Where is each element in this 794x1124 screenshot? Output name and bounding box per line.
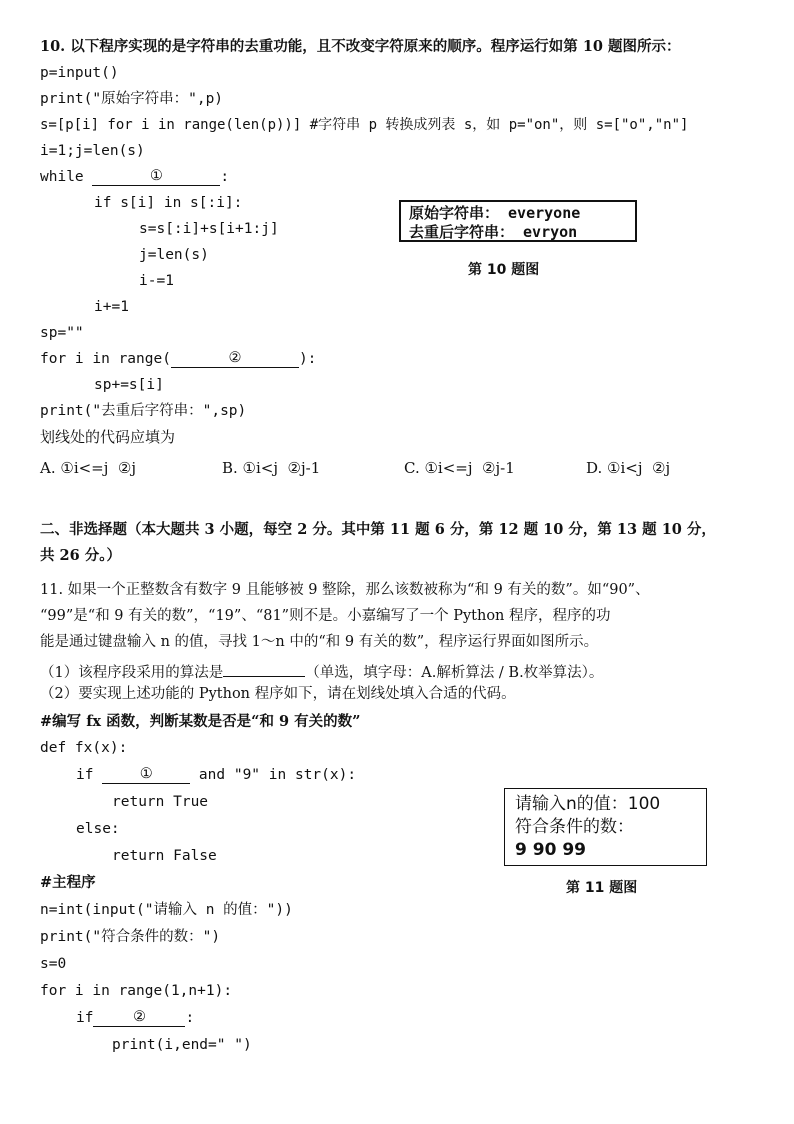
option-b[interactable]: B. ①i<j ②j-1 — [222, 459, 321, 477]
answer-blank-1[interactable]: ① — [92, 167, 220, 186]
code-line: if s[i] in s[:i]: — [94, 195, 243, 211]
q10-figure-caption: 第 10 题图 — [468, 262, 540, 278]
code-line: s=0 — [40, 956, 67, 972]
q10-stem: 10. 以下程序实现的是字符串的去重功能，且不改变字符原来的顺序。程序运行如第 10 题图所示： — [40, 38, 681, 55]
option-a[interactable]: A. ①i<=j ②j — [40, 459, 137, 477]
code-line: i-=1 — [139, 273, 174, 289]
code-line: print("符合条件的数：") — [40, 929, 221, 945]
code-line: else: — [76, 821, 120, 837]
code-line: print("原始字符串：",p) — [40, 91, 224, 107]
answer-blank-q11-2[interactable]: ② — [93, 1008, 185, 1027]
code-line: for i in range(1,n+1): — [40, 983, 233, 999]
code-line: s=s[:i]+s[i+1:j] — [139, 221, 279, 237]
q11-stem-line: 11. 如果一个正整数含有数字 9 且能够被 9 整除，那么该数被称为“和 9 有关的数”。如“90”、 — [40, 582, 650, 598]
code-line: return True — [112, 794, 209, 810]
code-line: return False — [112, 848, 217, 864]
while-line: while ① : — [40, 168, 230, 185]
code-line: s=[p[i] for i in range(len(p))] #字符串 p 转换成列表 s，如 p="on"，则 s=["o","n"] — [40, 117, 689, 133]
code-line: i+=1 — [94, 299, 129, 315]
q11-figure-box — [504, 788, 707, 866]
code-comment: #编写 fx 函数，判断某数是否是“和 9 有关的数” — [40, 713, 361, 730]
q11-stem-line: “99”是“和 9 有关的数”，“19”、“81”则不是。小嘉编写了一个 Python 程序，程序的功 — [40, 608, 611, 624]
figure-line: 符合条件的数： — [515, 817, 634, 837]
option-d[interactable]: D. ①i<j ②j — [586, 459, 671, 477]
code-line: p=input() — [40, 65, 119, 81]
if-line: if ① and "9" in str(x): — [76, 766, 357, 783]
prompt-text: 划线处的代码应填为 — [40, 428, 176, 446]
if2-line: if ② : — [76, 1009, 195, 1026]
code-line: j=len(s) — [139, 247, 209, 263]
code-line: sp+=s[i] — [94, 377, 164, 393]
section-title: 二、非选择题（本大题共 3 小题，每空 2 分。其中第 11 题 6 分，第 12 题 10 分，第 13 题 10 分， — [40, 521, 716, 538]
answer-blank-2[interactable]: ② — [171, 349, 299, 368]
code-line: n=int(input("请输入 n 的值：")) — [40, 902, 293, 918]
q11-figure-caption: 第 11 题图 — [566, 880, 638, 896]
q11-sub2: （2）要实现上述功能的 Python 程序如下，请在划线处填入合适的代码。 — [40, 686, 516, 702]
q10-figure-box — [399, 200, 637, 242]
code-line: sp="" — [40, 325, 84, 341]
figure-line: 原始字符串： everyone — [409, 204, 581, 222]
code-comment: #主程序 — [40, 874, 96, 891]
q11-sub1: （1）该程序段采用的算法是 （单选，填字母：A.解析算法 / B.枚举算法）。 — [40, 658, 603, 683]
for-line: for i in range( ② ): — [40, 350, 317, 367]
answer-blank-sub1[interactable] — [223, 658, 305, 677]
option-c[interactable]: C. ①i<=j ②j-1 — [404, 459, 515, 477]
figure-line: 去重后字符串： evryon — [409, 223, 578, 241]
code-line: print(i,end=" ") — [112, 1037, 252, 1053]
section-title-cont: 共 26 分。） — [40, 547, 122, 564]
answer-blank-q11-1[interactable]: ① — [102, 765, 190, 784]
code-line: i=1;j=len(s) — [40, 143, 145, 159]
figure-line: 9 90 99 — [515, 840, 586, 860]
code-line: print("去重后字符串：",sp) — [40, 403, 247, 419]
q11-stem-line: 能是通过键盘输入 n 的值，寻找 1～n 中的“和 9 有关的数”，程序运行界面如图所示。 — [40, 634, 599, 650]
code-line: def fx(x): — [40, 740, 128, 756]
figure-line: 请输入n的值：100 — [515, 794, 661, 814]
